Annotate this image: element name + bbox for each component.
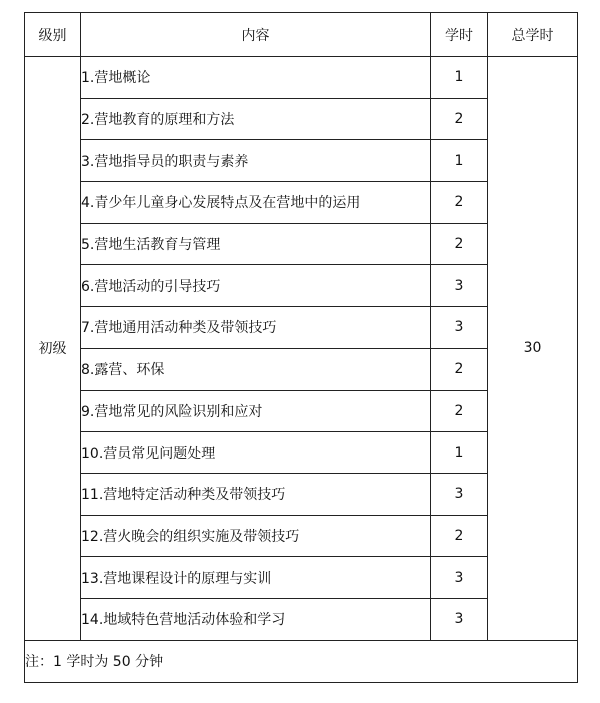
hours-cell: 2 (431, 182, 488, 224)
hours-cell: 3 (431, 473, 488, 515)
content-cell: 14.地域特色营地活动体验和学习 (81, 598, 431, 640)
hours-cell: 1 (431, 57, 488, 99)
hours-cell: 2 (431, 390, 488, 432)
header-hours: 学时 (431, 13, 488, 57)
hours-cell: 3 (431, 598, 488, 640)
content-cell: 5.营地生活教育与管理 (81, 223, 431, 265)
hours-cell: 2 (431, 348, 488, 390)
header-level: 级别 (25, 13, 81, 57)
hours-cell: 3 (431, 307, 488, 349)
header-row (25, 13, 578, 57)
header-total-hours: 总学时 (488, 13, 578, 57)
content-cell: 8.露营、环保 (81, 348, 431, 390)
content-cell: 6.营地活动的引导技巧 (81, 265, 431, 307)
hours-cell: 1 (431, 140, 488, 182)
note-cell: 注：1 学时为 50 分钟 (25, 640, 578, 682)
hours-cell: 2 (431, 515, 488, 557)
hours-cell: 1 (431, 432, 488, 474)
hours-cell: 2 (431, 223, 488, 265)
content-cell: 13.营地课程设计的原理与实训 (81, 557, 431, 599)
table-body (25, 57, 578, 683)
content-cell: 9.营地常见的风险识别和应对 (81, 390, 431, 432)
content-cell: 7.营地通用活动种类及带领技巧 (81, 307, 431, 349)
table-header (25, 13, 578, 57)
content-cell: 12.营火晚会的组织实施及带领技巧 (81, 515, 431, 557)
content-cell: 1.营地概论 (81, 57, 431, 99)
content-cell: 10.营员常见问题处理 (81, 432, 431, 474)
content-cell: 2.营地教育的原理和方法 (81, 98, 431, 140)
hours-cell: 3 (431, 557, 488, 599)
hours-cell: 2 (431, 98, 488, 140)
content-cell: 11.营地特定活动种类及带领技巧 (81, 473, 431, 515)
level-cell: 初级 (25, 57, 81, 641)
table-row (25, 57, 578, 99)
content-cell: 4.青少年儿童身心发展特点及在营地中的运用 (81, 182, 431, 224)
content-cell: 3.营地指导员的职责与素养 (81, 140, 431, 182)
note-row (25, 640, 578, 682)
hours-cell: 3 (431, 265, 488, 307)
total-hours-cell: 30 (488, 57, 578, 641)
curriculum-table (24, 12, 578, 683)
header-content: 内容 (81, 13, 431, 57)
